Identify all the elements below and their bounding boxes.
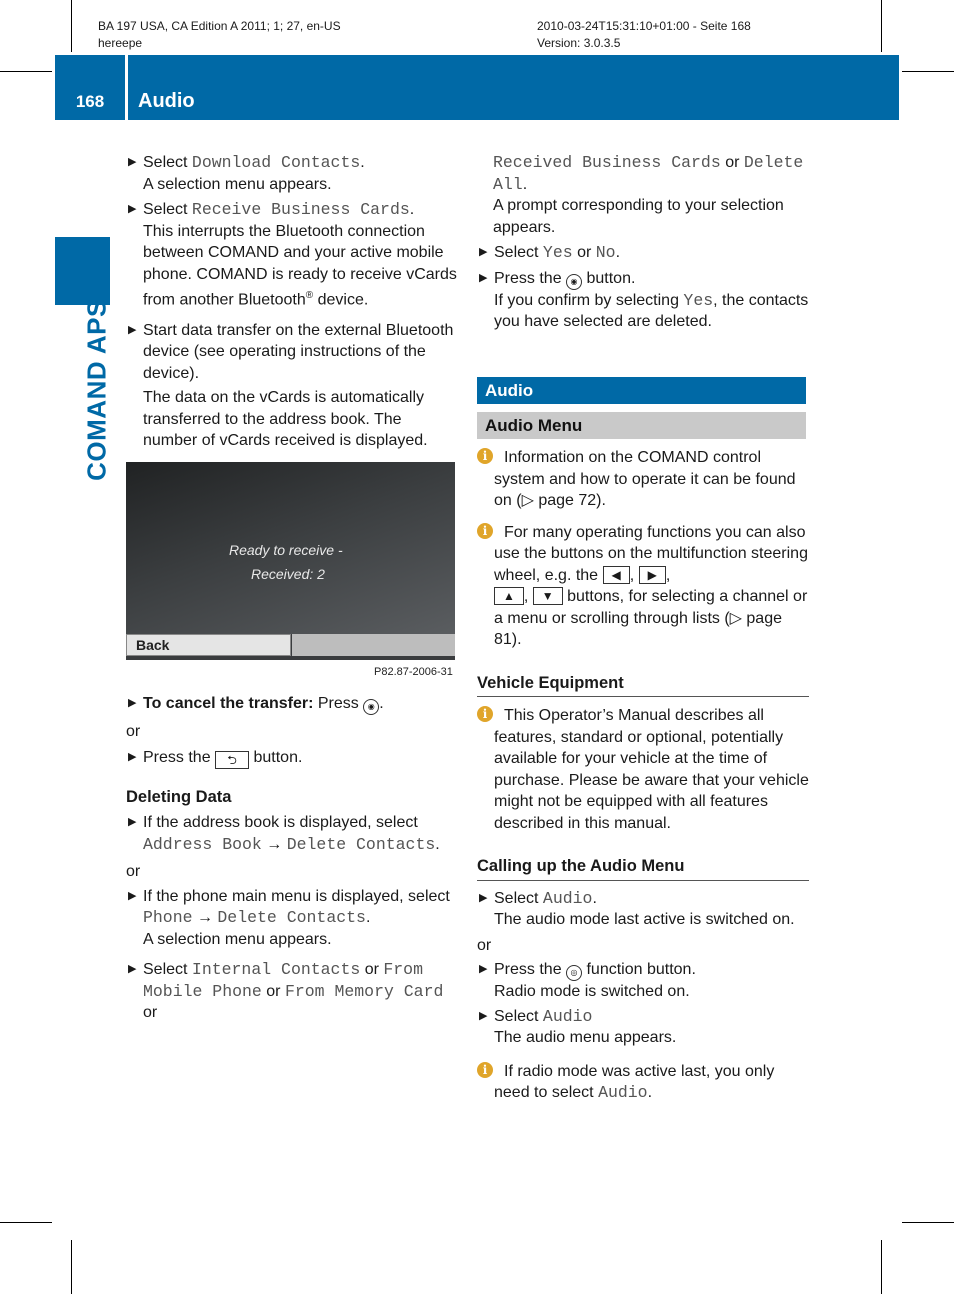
text: or (261, 982, 285, 1000)
bullet-triangle-icon: ▶ (479, 963, 488, 975)
text: buttons, for selecting a channel or a menu or scrolling through lists (▷ page 81). (494, 588, 808, 648)
bullet-triangle-icon: ▶ (128, 203, 137, 215)
or-text: or (126, 863, 141, 880)
step-item (126, 812, 458, 855)
step-item (477, 268, 809, 333)
text: If radio mode was active last, you only need to select (494, 1062, 775, 1101)
menu-item-text: From Mobile Phone (143, 960, 423, 1001)
side-tab (55, 237, 110, 305)
or-text: or (126, 723, 141, 740)
text: . (379, 695, 384, 712)
text: Start data transfer on the external Bluetooth device (see operating instructions of the device). (143, 321, 454, 382)
right-key-icon: ▶ (639, 566, 666, 584)
text: Select (143, 961, 192, 978)
radio-button-icon: ◎ (566, 965, 582, 981)
text: , (665, 566, 671, 584)
print-meta-line: 2010-03-24T15:31:10+01:00 - Seite 168 (537, 19, 751, 33)
crop-mark (0, 71, 52, 72)
text: button. (249, 748, 303, 766)
bullet-triangle-icon: ▶ (479, 891, 488, 904)
text: or (360, 961, 384, 978)
text: . (365, 909, 371, 926)
menu-item-text: Audio (542, 888, 593, 908)
text: or (572, 244, 596, 261)
crop-mark (902, 71, 954, 72)
right-column (477, 152, 809, 333)
crop-mark (0, 1222, 52, 1223)
figure-id: P82.87-2006-31 (374, 666, 453, 678)
registered-mark: ® (305, 290, 314, 301)
arrow-text: → (192, 909, 218, 926)
left-key-icon: ◀ (603, 566, 630, 584)
menu-item-text: No (595, 243, 616, 262)
right-column-lower (477, 447, 809, 1104)
menu-item-text: Internal Contacts (191, 960, 361, 979)
menu-item-text: Address Book (143, 834, 262, 854)
display-message: Received: 2 (251, 566, 325, 582)
subheading: Calling up the Audio Menu (477, 856, 809, 881)
text: Press the (494, 961, 567, 978)
info-icon: i (477, 448, 493, 464)
text: . (409, 201, 415, 218)
display-softkey-right (292, 634, 455, 656)
text: , (523, 588, 529, 605)
bullet-triangle-icon: ▶ (479, 271, 488, 284)
text: or (720, 154, 744, 171)
info-note (477, 705, 809, 834)
text: A selection menu appears. (143, 930, 332, 948)
menu-item-text: Download Contacts (191, 153, 361, 172)
print-meta-left (98, 18, 341, 52)
crop-mark (881, 1240, 882, 1294)
text: A prompt corresponding to your selection appears. (493, 197, 784, 236)
step-item (477, 1006, 809, 1049)
text: function button. (582, 961, 696, 978)
controller-knob-icon: ◉ (363, 699, 379, 715)
text: . (647, 1084, 653, 1101)
text: If you confirm by selecting (494, 291, 684, 309)
left-column (126, 152, 458, 452)
info-note (477, 1061, 809, 1104)
section-title: Audio (138, 90, 195, 112)
text: Select (494, 889, 543, 907)
text: button. (582, 269, 636, 287)
step-item (477, 888, 809, 931)
info-note (477, 522, 809, 651)
menu-item-text: Received Business Cards (493, 153, 721, 172)
page-number: 168 (75, 92, 105, 111)
step-item (126, 152, 458, 195)
up-key-icon: ▲ (494, 587, 524, 605)
arrow-text: → (261, 835, 287, 853)
text: A selection menu appears. (143, 175, 332, 193)
menu-item-text: Phone (143, 908, 193, 927)
section-band-audio: Audio (477, 377, 806, 404)
display-message: Ready to receive - (229, 542, 343, 558)
bold-text: To cancel the transfer: (143, 695, 314, 712)
menu-item-text: Yes (683, 290, 714, 310)
subheading: Vehicle Equipment (477, 673, 809, 698)
display-frame (126, 656, 455, 660)
step-item (477, 959, 809, 1003)
print-meta-line: BA 197 USA, CA Edition A 2011; 1; 27, en-US (98, 19, 341, 33)
menu-item-text: Audio (598, 1083, 648, 1102)
header-divider (125, 55, 128, 120)
step-item (126, 199, 458, 311)
back-button-icon: ⮌ (215, 751, 249, 769)
text: device. (313, 291, 369, 309)
info-note (477, 447, 809, 512)
text: Select (494, 244, 543, 261)
bullet-triangle-icon: ▶ (128, 816, 137, 828)
text: If the phone main menu is displayed, select (143, 887, 450, 905)
print-meta-line: Version: 3.0.3.5 (537, 36, 621, 50)
menu-item-text: Audio (542, 1006, 593, 1026)
bullet-triangle-icon: ▶ (128, 697, 137, 709)
chapter-side-label: COMAND APS (81, 299, 112, 481)
step-item (126, 320, 458, 385)
display-back-label: Back (136, 637, 170, 653)
step-item (126, 693, 458, 715)
menu-item-text: Delete All (493, 153, 804, 194)
text: or (143, 1004, 158, 1021)
left-column-lower (126, 693, 458, 1024)
text: The audio mode last active is switched on. (494, 911, 795, 928)
bullet-triangle-icon: ▶ (128, 963, 137, 975)
text: Press the (494, 269, 567, 287)
bullet-triangle-icon: ▶ (128, 889, 137, 902)
menu-item-text: Delete Contacts (286, 834, 436, 854)
menu-item-text: From Memory Card (284, 981, 444, 1001)
text: Information on the COMAND control system and how to operate it can be found on (▷ page 72). (494, 449, 796, 509)
text: , (629, 566, 635, 584)
text: . (592, 889, 597, 907)
text: This interrupts the Bluetooth connection between COMAND and your active mobile phone. COMAND is ready to receive vCards from another Bluetooth (143, 222, 457, 309)
bullet-triangle-icon: ▶ (128, 156, 137, 168)
print-meta-line: hereepe (98, 36, 143, 50)
text: , the contacts you have selected are deleted. (494, 291, 809, 330)
text: Press the (143, 748, 216, 766)
bullet-triangle-icon: ▶ (128, 323, 137, 336)
text: If the address book is displayed, select (143, 814, 418, 831)
crop-mark (902, 1222, 954, 1223)
text: . (615, 244, 621, 261)
comand-display-image (126, 462, 455, 660)
info-icon: i (477, 523, 493, 539)
menu-item-text: Yes (542, 243, 573, 262)
text: Radio mode is switched on. (494, 983, 690, 1000)
bullet-triangle-icon: ▶ (479, 246, 488, 258)
info-icon: i (477, 706, 493, 722)
text: For many operating functions you can also use the buttons on the multifunction steering wheel, e.g. the (494, 523, 808, 584)
step-item (477, 242, 809, 264)
header-bar (55, 55, 899, 120)
text: The audio menu appears. (494, 1029, 677, 1046)
or-text: or (477, 936, 492, 954)
text: Select (143, 154, 192, 171)
down-key-icon: ▼ (533, 587, 563, 605)
crop-mark (71, 1240, 72, 1294)
controller-knob-icon: ◉ (566, 274, 582, 290)
step-item (126, 959, 458, 1024)
paragraph (477, 152, 809, 238)
crop-mark (881, 0, 882, 52)
text: . (360, 154, 365, 171)
paragraph: The data on the vCards is automatically transferred to the address book. The number of vCards received is displayed. (143, 389, 428, 450)
text: Select (143, 201, 192, 218)
crop-mark (71, 0, 72, 52)
bullet-triangle-icon: ▶ (479, 1009, 488, 1022)
text: . (522, 175, 528, 193)
step-item (126, 747, 458, 769)
menu-item-text: Delete Contacts (217, 908, 366, 927)
section-band-audio-menu: Audio Menu (477, 412, 806, 439)
bullet-triangle-icon: ▶ (128, 750, 137, 763)
menu-item-text: Receive Business Cards (191, 200, 410, 219)
step-item (126, 886, 458, 951)
text: . (435, 835, 440, 853)
text: Select (494, 1007, 543, 1025)
subheading: Deleting Data (126, 787, 232, 806)
info-icon: i (477, 1062, 493, 1078)
text: This Operator’s Manual describes all features, standard or optional, potentially available for your vehicle at the time of purchase. Please be aware that your vehicle might not be equipped with all features described in this manual. (494, 707, 809, 832)
text: Press (313, 695, 364, 712)
print-meta-right (537, 18, 751, 52)
